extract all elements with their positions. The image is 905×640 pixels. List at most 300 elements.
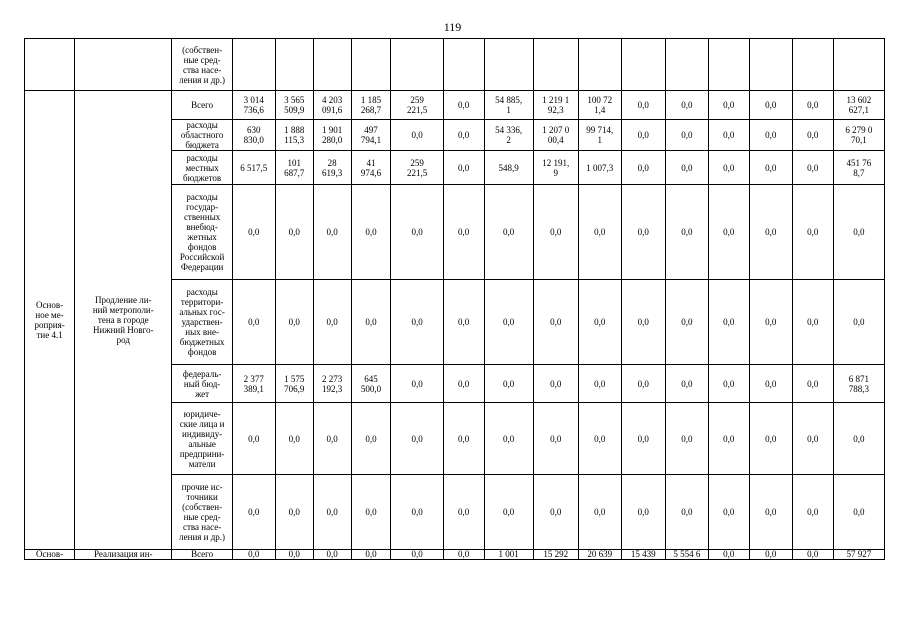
- value-cell-text: 0,0: [458, 378, 470, 389]
- value-cell: [275, 151, 313, 185]
- value-cell-text: 0,0: [637, 162, 649, 173]
- value-cell-text: 1 001: [498, 549, 519, 559]
- value-cell-text: 0,0: [723, 507, 735, 517]
- value-cell: [391, 120, 443, 151]
- value-cell-text: 0,0: [807, 507, 819, 517]
- value-cell-text: 0,0: [458, 549, 470, 559]
- value-cell-text: 1 575 706,9: [284, 373, 305, 394]
- value-cell-text: 41 974,6: [360, 157, 382, 178]
- value-cell-text: 15 439: [630, 549, 656, 559]
- value-cell-text: 0,0: [411, 507, 423, 517]
- value-cell-text: 0,0: [365, 433, 377, 444]
- value-cell-text: 0,0: [637, 507, 649, 517]
- funding-source-cell: [172, 151, 232, 185]
- value-cell-text: 0,0: [550, 378, 562, 389]
- value-cell-text: 0,0: [248, 549, 260, 559]
- value-cell: [232, 280, 275, 365]
- value-cell: [792, 550, 833, 560]
- value-cell-text: 0,0: [594, 227, 606, 237]
- table-row: [25, 91, 885, 120]
- value-cell: [275, 185, 313, 280]
- value-cell: [484, 39, 533, 91]
- value-cell: [792, 120, 833, 151]
- value-cell: [749, 365, 792, 403]
- value-cell: [391, 550, 443, 560]
- value-cell: [749, 120, 792, 151]
- value-cell-text: 0,0: [594, 507, 606, 517]
- value-cell-text: 0,0: [681, 162, 693, 173]
- value-cell-text: 0,0: [637, 227, 649, 237]
- value-cell: [621, 550, 665, 560]
- event-label-cell-text: Основ-: [36, 549, 64, 559]
- value-cell-text: 12 191, 9: [542, 157, 570, 178]
- value-cell-text: 0,0: [411, 433, 423, 444]
- value-cell: [533, 403, 578, 475]
- value-cell: [708, 185, 749, 280]
- value-cell-text: 0,0: [288, 507, 300, 517]
- value-cell: [621, 151, 665, 185]
- value-cell-text: 0,0: [637, 433, 649, 444]
- value-cell-text: 0,0: [765, 317, 777, 327]
- value-cell: [792, 151, 833, 185]
- value-cell: [792, 91, 833, 120]
- value-cell: [533, 39, 578, 91]
- value-cell-text: 101 687,7: [284, 157, 305, 178]
- value-cell: [484, 151, 533, 185]
- value-cell: [232, 403, 275, 475]
- funding-source-cell: [172, 365, 232, 403]
- event-label-cell: [25, 91, 75, 550]
- value-cell: [621, 403, 665, 475]
- value-cell: [533, 475, 578, 550]
- value-cell: [665, 365, 708, 403]
- funding-table: [24, 38, 885, 560]
- value-cell: [391, 151, 443, 185]
- value-cell-text: 0,0: [288, 549, 300, 559]
- value-cell-text: 0,0: [594, 317, 606, 327]
- value-cell-text: 0,0: [503, 378, 515, 389]
- value-cell: [351, 185, 391, 280]
- value-cell-text: 0,0: [723, 162, 735, 173]
- table-row: [25, 550, 885, 560]
- value-cell-text: 0,0: [411, 317, 423, 327]
- value-cell-text: 0,0: [723, 433, 735, 444]
- value-cell: [533, 91, 578, 120]
- value-cell-text: 0,0: [365, 507, 377, 517]
- value-cell-text: 0,0: [503, 227, 515, 237]
- value-cell-text: 0,0: [853, 507, 865, 517]
- value-cell: [792, 365, 833, 403]
- value-cell-text: 6 517,5: [240, 162, 268, 173]
- value-cell: [708, 475, 749, 550]
- value-cell-text: 0,0: [765, 130, 777, 140]
- value-cell: [275, 365, 313, 403]
- value-cell-text: 99 714, 1: [586, 125, 614, 145]
- value-cell-text: 0,0: [550, 317, 562, 327]
- value-cell-text: 20 639: [587, 549, 613, 559]
- value-cell: [792, 280, 833, 365]
- value-cell-text: 0,0: [765, 162, 777, 173]
- value-cell: [313, 185, 351, 280]
- value-cell-text: 0,0: [765, 507, 777, 517]
- value-cell-text: 0,0: [723, 100, 735, 110]
- value-cell: [833, 403, 884, 475]
- value-cell: [232, 550, 275, 560]
- value-cell-text: 54 885, 1: [495, 95, 523, 115]
- value-cell: [232, 365, 275, 403]
- value-cell: [484, 475, 533, 550]
- value-cell: [708, 39, 749, 91]
- event-name-cell: [75, 91, 172, 550]
- value-cell: [749, 151, 792, 185]
- value-cell: [578, 403, 621, 475]
- value-cell-text: 0,0: [326, 507, 338, 517]
- value-cell: [351, 475, 391, 550]
- value-cell-text: 0,0: [637, 378, 649, 389]
- value-cell: [232, 151, 275, 185]
- value-cell-text: 0,0: [326, 433, 338, 444]
- value-cell-text: 0,0: [365, 227, 377, 237]
- value-cell: [443, 475, 484, 550]
- value-cell: [708, 280, 749, 365]
- value-cell-text: 0,0: [248, 507, 260, 517]
- value-cell: [313, 280, 351, 365]
- value-cell-text: 0,0: [288, 317, 300, 327]
- value-cell: [621, 91, 665, 120]
- value-cell: [578, 120, 621, 151]
- value-cell: [665, 403, 708, 475]
- value-cell: [708, 550, 749, 560]
- value-cell-text: 0,0: [248, 433, 260, 444]
- value-cell: [749, 91, 792, 120]
- value-cell-text: 2 273 192,3: [321, 373, 343, 394]
- value-cell: [833, 151, 884, 185]
- value-cell-text: 0,0: [807, 317, 819, 327]
- value-cell: [351, 365, 391, 403]
- value-cell: [313, 475, 351, 550]
- value-cell-text: 54 336, 2: [495, 125, 523, 145]
- value-cell-text: 1 007,3: [586, 162, 614, 173]
- value-cell-text: 0,0: [594, 433, 606, 444]
- value-cell: [232, 91, 275, 120]
- value-cell-text: 0,0: [458, 162, 470, 173]
- value-cell: [833, 185, 884, 280]
- value-cell-text: 15 292: [543, 549, 569, 559]
- value-cell: [275, 120, 313, 151]
- value-cell: [533, 120, 578, 151]
- event-name-cell-text: Реализация ин-: [93, 549, 153, 559]
- value-cell: [391, 280, 443, 365]
- value-cell-text: 0,0: [503, 317, 515, 327]
- value-cell-text: 0,0: [550, 227, 562, 237]
- funding-source-cell-text: (собствен- ные сред- ства насе- ления и др.): [179, 44, 226, 85]
- page-number: 119: [443, 20, 462, 34]
- value-cell: [621, 365, 665, 403]
- value-cell-text: 0,0: [765, 378, 777, 389]
- value-cell: [792, 475, 833, 550]
- value-cell-text: 0,0: [637, 317, 649, 327]
- value-cell: [232, 185, 275, 280]
- value-cell: [621, 475, 665, 550]
- value-cell: [621, 120, 665, 151]
- value-cell-text: 630 830,0: [243, 125, 264, 145]
- value-cell: [313, 403, 351, 475]
- value-cell: [833, 91, 884, 120]
- value-cell: [792, 39, 833, 91]
- value-cell: [665, 91, 708, 120]
- value-cell-text: 0,0: [853, 433, 865, 444]
- value-cell-text: 0,0: [288, 227, 300, 237]
- value-cell-text: 0,0: [458, 130, 470, 140]
- funding-source-cell: [172, 120, 232, 151]
- value-cell-text: 0,0: [723, 378, 735, 389]
- funding-source-cell-text: расходы территори- альных гос- ударствен- ных вне- бюджетных фондов: [179, 287, 225, 357]
- value-cell: [391, 39, 443, 91]
- value-cell: [578, 365, 621, 403]
- value-cell: [443, 403, 484, 475]
- value-cell-text: 0,0: [503, 433, 515, 444]
- funding-source-cell: [172, 39, 232, 91]
- value-cell: [621, 185, 665, 280]
- value-cell: [665, 550, 708, 560]
- value-cell: [533, 280, 578, 365]
- funding-source-cell: [172, 550, 232, 560]
- value-cell-text: 0,0: [458, 227, 470, 237]
- funding-source-cell-text: юридиче- ские лица и индивиду- альные предприни- матели: [179, 408, 225, 469]
- value-cell-text: 1 185 268,7: [360, 95, 382, 115]
- value-cell-text: 259 221,5: [406, 157, 428, 178]
- value-cell-text: 0,0: [326, 227, 338, 237]
- value-cell-text: 0,0: [723, 317, 735, 327]
- value-cell: [232, 39, 275, 91]
- value-cell: [351, 120, 391, 151]
- value-cell: [443, 91, 484, 120]
- funding-source-cell: [172, 475, 232, 550]
- value-cell-text: 0,0: [807, 227, 819, 237]
- value-cell: [391, 185, 443, 280]
- value-cell-text: 0,0: [637, 130, 649, 140]
- value-cell: [443, 280, 484, 365]
- value-cell: [665, 151, 708, 185]
- value-cell-text: 0,0: [365, 549, 377, 559]
- value-cell-text: 0,0: [503, 507, 515, 517]
- value-cell-text: 0,0: [681, 130, 693, 140]
- value-cell: [313, 120, 351, 151]
- value-cell: [275, 39, 313, 91]
- value-cell: [833, 550, 884, 560]
- value-cell-text: 548,9: [498, 162, 519, 173]
- value-cell: [484, 280, 533, 365]
- value-cell: [313, 151, 351, 185]
- value-cell: [313, 365, 351, 403]
- value-cell: [665, 120, 708, 151]
- value-cell: [313, 91, 351, 120]
- value-cell: [351, 403, 391, 475]
- value-cell: [351, 280, 391, 365]
- value-cell-text: 0,0: [637, 100, 649, 110]
- value-cell-text: 0,0: [765, 227, 777, 237]
- value-cell-text: 1 888 115,3: [284, 125, 305, 145]
- value-cell: [351, 91, 391, 120]
- value-cell-text: 0,0: [365, 317, 377, 327]
- value-cell-text: 0,0: [765, 100, 777, 110]
- value-cell-text: 3 014 736,6: [243, 95, 264, 115]
- value-cell: [833, 475, 884, 550]
- value-cell-text: 0,0: [807, 549, 819, 559]
- funding-source-cell: [172, 403, 232, 475]
- value-cell-text: 100 72 1,4: [587, 95, 613, 115]
- value-cell: [533, 185, 578, 280]
- value-cell: [484, 403, 533, 475]
- value-cell: [833, 280, 884, 365]
- value-cell: [391, 91, 443, 120]
- value-cell: [275, 550, 313, 560]
- value-cell-text: 0,0: [458, 507, 470, 517]
- value-cell-text: 2 377 389,1: [243, 373, 264, 394]
- event-name-cell-text: Продление ли- ний метрополи- тена в городе Нижний Новго- род: [92, 295, 154, 345]
- event-label-cell-text: Основ- ное ме- роприя- тие 4.1: [34, 300, 65, 340]
- value-cell: [391, 403, 443, 475]
- value-cell: [275, 475, 313, 550]
- value-cell-text: 0,0: [723, 549, 735, 559]
- funding-source-cell-text: прочие ис- точники (собствен- ные сред- ства насе- ления и др.): [179, 482, 226, 542]
- value-cell: [749, 39, 792, 91]
- event-name-cell: [75, 550, 172, 560]
- value-cell-text: 0,0: [681, 378, 693, 389]
- value-cell-text: 0,0: [853, 317, 865, 327]
- value-cell: [232, 475, 275, 550]
- value-cell: [578, 151, 621, 185]
- value-cell: [232, 120, 275, 151]
- value-cell: [665, 475, 708, 550]
- value-cell-text: 0,0: [594, 378, 606, 389]
- funding-source-cell-text: Всего: [191, 100, 214, 110]
- value-cell-text: 0,0: [807, 130, 819, 140]
- value-cell-text: 0,0: [723, 130, 735, 140]
- value-cell: [351, 39, 391, 91]
- value-cell: [833, 39, 884, 91]
- value-cell-text: 0,0: [765, 549, 777, 559]
- value-cell: [484, 550, 533, 560]
- value-cell-text: 0,0: [411, 130, 423, 140]
- value-cell-text: 0,0: [681, 507, 693, 517]
- value-cell-text: 0,0: [550, 433, 562, 444]
- value-cell-text: 0,0: [765, 433, 777, 444]
- value-cell-text: 4 203 091,6: [321, 95, 343, 115]
- value-cell: [351, 151, 391, 185]
- funding-source-cell-text: расходы государ- ственных внебюд- жетных фондов Российской Федерации: [179, 192, 225, 272]
- value-cell: [484, 91, 533, 120]
- funding-source-cell: [172, 185, 232, 280]
- value-cell: [443, 151, 484, 185]
- value-cell-text: 0,0: [681, 100, 693, 110]
- value-cell: [391, 475, 443, 550]
- value-cell: [792, 403, 833, 475]
- value-cell-text: 0,0: [807, 378, 819, 389]
- value-cell: [578, 550, 621, 560]
- value-cell: [578, 39, 621, 91]
- value-cell: [443, 185, 484, 280]
- value-cell: [792, 185, 833, 280]
- value-cell: [313, 39, 351, 91]
- funding-source-cell-text: федераль- ный бюд- жет: [182, 368, 222, 399]
- value-cell-text: 0,0: [458, 100, 470, 110]
- funding-source-cell: [172, 91, 232, 120]
- value-cell-text: 57 927: [846, 549, 872, 559]
- value-cell: [484, 120, 533, 151]
- value-cell-text: 5 554 6: [673, 549, 701, 559]
- value-cell: [578, 475, 621, 550]
- value-cell-text: 3 565 509,9: [284, 95, 305, 115]
- value-cell: [749, 403, 792, 475]
- value-cell: [749, 185, 792, 280]
- value-cell-text: 497 794,1: [360, 125, 382, 145]
- value-cell: [443, 550, 484, 560]
- value-cell-text: 28 619,3: [321, 157, 343, 178]
- value-cell-text: 645 500,0: [360, 373, 382, 394]
- value-cell-text: 0,0: [326, 549, 338, 559]
- value-cell: [708, 120, 749, 151]
- table-row: [25, 39, 885, 91]
- value-cell-text: 0,0: [326, 317, 338, 327]
- value-cell: [443, 39, 484, 91]
- funding-source-cell-text: расходы областного бюджета: [180, 120, 224, 150]
- value-cell-text: 0,0: [550, 507, 562, 517]
- value-cell: [443, 120, 484, 151]
- value-cell-text: 1 219 1 92,3: [542, 95, 570, 115]
- value-cell-text: 0,0: [288, 433, 300, 444]
- funding-source-cell-text: расходы местных бюджетов: [183, 152, 222, 183]
- value-cell-text: 1 901 280,0: [321, 125, 343, 145]
- value-cell-text: 6 871 788,3: [848, 373, 869, 394]
- value-cell: [275, 91, 313, 120]
- funding-source-cell: [172, 280, 232, 365]
- value-cell-text: 0,0: [458, 433, 470, 444]
- value-cell-text: 0,0: [807, 100, 819, 110]
- value-cell-text: 0,0: [681, 433, 693, 444]
- value-cell-text: 0,0: [248, 227, 260, 237]
- value-cell-text: 0,0: [411, 378, 423, 389]
- value-cell: [391, 365, 443, 403]
- value-cell: [749, 280, 792, 365]
- value-cell-text: 0,0: [411, 549, 423, 559]
- value-cell-text: 0,0: [723, 227, 735, 237]
- event-label-cell: [25, 39, 75, 91]
- value-cell-text: 0,0: [411, 227, 423, 237]
- value-cell: [275, 280, 313, 365]
- value-cell: [708, 91, 749, 120]
- value-cell: [533, 151, 578, 185]
- value-cell: [484, 365, 533, 403]
- value-cell-text: 0,0: [807, 162, 819, 173]
- value-cell: [621, 280, 665, 365]
- value-cell: [533, 365, 578, 403]
- value-cell: [665, 39, 708, 91]
- value-cell: [708, 151, 749, 185]
- value-cell: [533, 550, 578, 560]
- value-cell: [621, 39, 665, 91]
- value-cell-text: 13 602 627,1: [846, 95, 872, 115]
- value-cell-text: 0,0: [681, 227, 693, 237]
- value-cell: [665, 280, 708, 365]
- value-cell: [708, 403, 749, 475]
- value-cell-text: 0,0: [807, 433, 819, 444]
- value-cell: [833, 120, 884, 151]
- value-cell: [708, 365, 749, 403]
- value-cell-text: 0,0: [458, 317, 470, 327]
- value-cell: [833, 365, 884, 403]
- value-cell: [578, 185, 621, 280]
